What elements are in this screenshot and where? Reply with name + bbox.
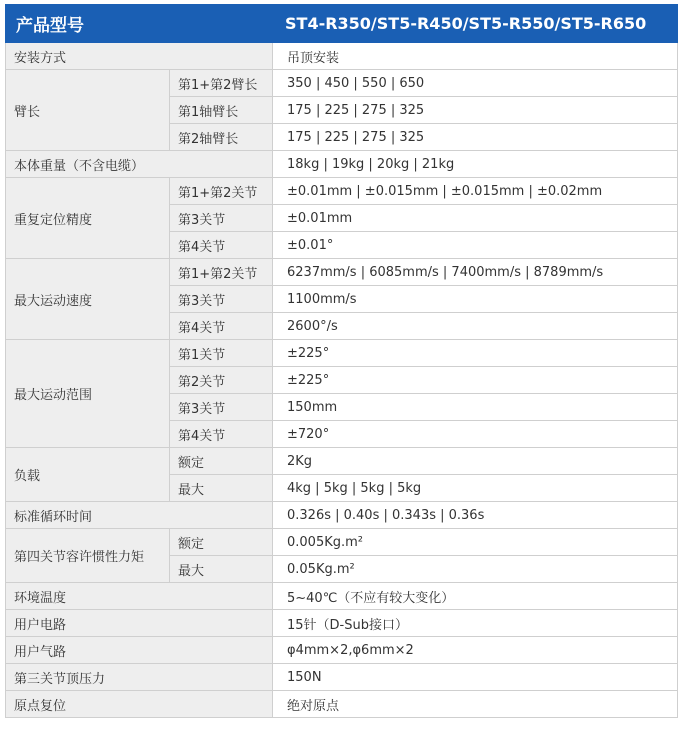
row-value-env: 5~40℃（不应有较大变化）	[273, 583, 678, 610]
row-label-range: 最大运动范围	[6, 340, 170, 448]
sub-label: 第3关节	[170, 394, 273, 421]
sub-label: 第1+第2关节	[170, 178, 273, 205]
header-model-name: ST4-R350/ST5-R450/ST5-R550/ST5-R650	[273, 5, 678, 43]
row-label-home: 原点复位	[6, 691, 273, 718]
table-row	[6, 448, 678, 475]
row-value-air: φ4mm×2,φ6mm×2	[273, 637, 678, 664]
sub-label: 第3关节	[170, 286, 273, 313]
sub-value: 150mm	[273, 394, 678, 421]
sub-label: 第3关节	[170, 205, 273, 232]
row-label-payload: 负载	[6, 448, 170, 502]
sub-value: 0.05Kg.m²	[273, 556, 678, 583]
sub-label: 第1关节	[170, 340, 273, 367]
table-row	[6, 43, 678, 70]
sub-value: 0.005Kg.m²	[273, 529, 678, 556]
sub-value: 2600°/s	[273, 313, 678, 340]
row-label-repeat: 重复定位精度	[6, 178, 170, 259]
row-value-press: 150N	[273, 664, 678, 691]
sub-value: 1100mm/s	[273, 286, 678, 313]
sub-label: 第4关节	[170, 421, 273, 448]
sub-value: 175 | 225 | 275 | 325	[273, 124, 678, 151]
spec-table	[5, 4, 678, 718]
table-row	[6, 610, 678, 637]
table-row	[6, 529, 678, 556]
table-row	[6, 340, 678, 367]
row-value-cycle: 0.326s | 0.40s | 0.343s | 0.36s	[273, 502, 678, 529]
row-label-press: 第三关节顶压力	[6, 664, 273, 691]
sub-label: 第1+第2臂长	[170, 70, 273, 97]
row-label-arm: 臂长	[6, 70, 170, 151]
sub-value: ±0.01°	[273, 232, 678, 259]
header-row	[6, 5, 678, 43]
row-value-home: 绝对原点	[273, 691, 678, 718]
sub-value: ±225°	[273, 340, 678, 367]
sub-value: ±0.01mm	[273, 205, 678, 232]
row-label-env: 环境温度	[6, 583, 273, 610]
sub-label: 最大	[170, 475, 273, 502]
table-row	[6, 151, 678, 178]
row-value-mount: 吊顶安装	[273, 43, 678, 70]
row-label-mount: 安装方式	[6, 43, 273, 70]
sub-label: 第4关节	[170, 313, 273, 340]
row-value-circuit: 15针（D-Sub接口）	[273, 610, 678, 637]
row-label-speed: 最大运动速度	[6, 259, 170, 340]
table-row	[6, 664, 678, 691]
sub-value: 4kg | 5kg | 5kg | 5kg	[273, 475, 678, 502]
row-label-air: 用户气路	[6, 637, 273, 664]
row-label-inertia: 第四关节容许惯性力矩	[6, 529, 170, 583]
sub-label: 第4关节	[170, 232, 273, 259]
row-label-cycle: 标准循环时间	[6, 502, 273, 529]
row-value-weight: 18kg | 19kg | 20kg | 21kg	[273, 151, 678, 178]
table-row	[6, 70, 678, 97]
sub-value: ±720°	[273, 421, 678, 448]
row-label-circuit: 用户电路	[6, 610, 273, 637]
sub-label: 第1轴臂长	[170, 97, 273, 124]
sub-value: 350 | 450 | 550 | 650	[273, 70, 678, 97]
table-row	[6, 259, 678, 286]
sub-label: 第2关节	[170, 367, 273, 394]
table-row	[6, 583, 678, 610]
table-row	[6, 691, 678, 718]
sub-label: 额定	[170, 448, 273, 475]
header-param-label: 产品型号	[6, 5, 273, 43]
sub-label: 额定	[170, 529, 273, 556]
table-row	[6, 178, 678, 205]
sub-value: 6237mm/s | 6085mm/s | 7400mm/s | 8789mm/s	[273, 259, 678, 286]
table-row	[6, 502, 678, 529]
sub-value: ±225°	[273, 367, 678, 394]
row-label-weight: 本体重量（不含电缆）	[6, 151, 273, 178]
sub-label: 第1+第2关节	[170, 259, 273, 286]
sub-label: 最大	[170, 556, 273, 583]
sub-value: 2Kg	[273, 448, 678, 475]
sub-label: 第2轴臂长	[170, 124, 273, 151]
sub-value: 175 | 225 | 275 | 325	[273, 97, 678, 124]
table-row	[6, 637, 678, 664]
sub-value: ±0.01mm | ±0.015mm | ±0.015mm | ±0.02mm	[273, 178, 678, 205]
